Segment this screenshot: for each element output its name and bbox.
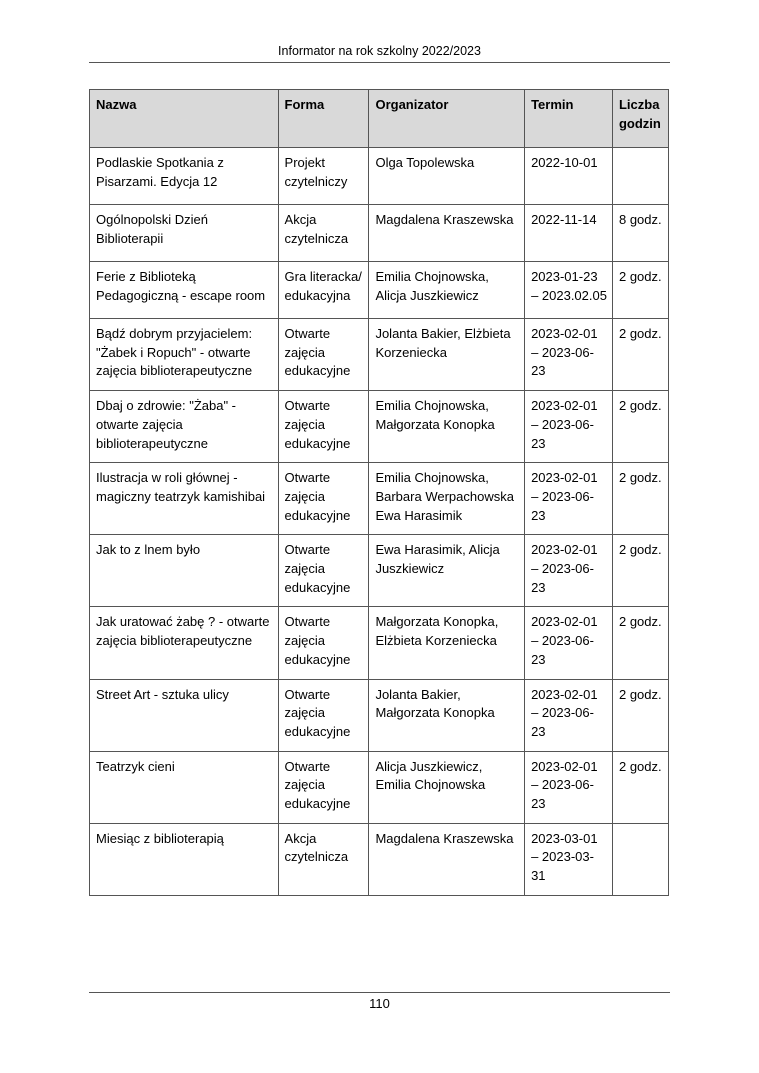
cell-nazwa: Podlaskie Spotkania z Pisarzami. Edycja 12: [90, 148, 279, 205]
table-row: [90, 205, 669, 262]
cell-forma: Otwarte zajęcia edukacyjne: [278, 463, 369, 535]
cell-nazwa: Bądź dobrym przyjacielem: "Żabek i Ropuch" - otwarte zajęcia biblioterapeutyczne: [90, 319, 279, 391]
column-header-organizator: Organizator: [369, 90, 525, 148]
cell-liczba-godzin: 2 godz.: [612, 319, 668, 391]
cell-forma: Akcja czytelnicza: [278, 205, 369, 262]
column-header-liczba-godzin: Liczba godzin: [612, 90, 668, 148]
table-row: [90, 391, 669, 463]
cell-nazwa: Jak uratować żabę ? - otwarte zajęcia biblioterapeutyczne: [90, 607, 279, 679]
cell-organizator: Emilia Chojnowska, Barbara Werpachowska Ewa Harasimik: [369, 463, 525, 535]
cell-forma: Projekt czytelniczy: [278, 148, 369, 205]
cell-nazwa: Ferie z Biblioteką Pedagogiczną - escape room: [90, 262, 279, 319]
cell-termin: 2023-02-01 – 2023-06-23: [525, 535, 613, 607]
cell-nazwa: Street Art - sztuka ulicy: [90, 679, 279, 751]
cell-forma: Otwarte zajęcia edukacyjne: [278, 319, 369, 391]
cell-organizator: Emilia Chojnowska, Alicja Juszkiewicz: [369, 262, 525, 319]
table-row: [90, 262, 669, 319]
cell-termin: 2023-02-01 – 2023-06-23: [525, 751, 613, 823]
cell-forma: Otwarte zajęcia edukacyjne: [278, 751, 369, 823]
cell-forma: Otwarte zajęcia edukacyjne: [278, 679, 369, 751]
table-body: [90, 148, 669, 896]
table-header: [90, 90, 669, 148]
cell-organizator: Magdalena Kraszewska: [369, 205, 525, 262]
cell-liczba-godzin: 2 godz.: [612, 607, 668, 679]
cell-termin: 2023-02-01 – 2023-06-23: [525, 391, 613, 463]
cell-organizator: Magdalena Kraszewska: [369, 823, 525, 895]
cell-nazwa: Ogólnopolski Dzień Biblioterapii: [90, 205, 279, 262]
cell-liczba-godzin: 2 godz.: [612, 535, 668, 607]
cell-nazwa: Ilustracja w roli głównej - magiczny teatrzyk kamishibai: [90, 463, 279, 535]
cell-organizator: Małgorzata Konopka, Elżbieta Korzeniecka: [369, 607, 525, 679]
events-table: [89, 89, 669, 896]
table-row: [90, 535, 669, 607]
cell-liczba-godzin: 2 godz.: [612, 463, 668, 535]
column-header-nazwa: Nazwa: [90, 90, 279, 148]
page-number: 110: [369, 996, 390, 1011]
cell-termin: 2023-02-01 – 2023-06-23: [525, 679, 613, 751]
cell-liczba-godzin: [612, 823, 668, 895]
header-divider: [89, 62, 670, 63]
table-row: [90, 463, 669, 535]
cell-liczba-godzin: [612, 148, 668, 205]
cell-forma: Otwarte zajęcia edukacyjne: [278, 391, 369, 463]
cell-forma: Otwarte zajęcia edukacyjne: [278, 607, 369, 679]
cell-forma: Otwarte zajęcia edukacyjne: [278, 535, 369, 607]
cell-liczba-godzin: 2 godz.: [612, 679, 668, 751]
footer-divider: [89, 992, 670, 993]
cell-termin: 2022-11-14: [525, 205, 613, 262]
table-row: [90, 607, 669, 679]
table-row: [90, 679, 669, 751]
cell-liczba-godzin: 2 godz.: [612, 391, 668, 463]
cell-liczba-godzin: 2 godz.: [612, 262, 668, 319]
cell-forma: Gra literacka/ edukacyjna: [278, 262, 369, 319]
cell-organizator: Jolanta Bakier, Elżbieta Korzeniecka: [369, 319, 525, 391]
header-row: [90, 90, 669, 148]
cell-organizator: Ewa Harasimik, Alicja Juszkiewicz: [369, 535, 525, 607]
cell-termin: 2022-10-01: [525, 148, 613, 205]
cell-liczba-godzin: 2 godz.: [612, 751, 668, 823]
table-row: [90, 751, 669, 823]
cell-organizator: Jolanta Bakier, Małgorzata Konopka: [369, 679, 525, 751]
cell-nazwa: Miesiąc z biblioterapią: [90, 823, 279, 895]
cell-organizator: Alicja Juszkiewicz, Emilia Chojnowska: [369, 751, 525, 823]
cell-forma: Akcja czytelnicza: [278, 823, 369, 895]
column-header-forma: Forma: [278, 90, 369, 148]
cell-organizator: Olga Topolewska: [369, 148, 525, 205]
cell-termin: 2023-02-01 – 2023-06-23: [525, 463, 613, 535]
cell-nazwa: Dbaj o zdrowie: "Żaba" - otwarte zajęcia biblioterapeutyczne: [90, 391, 279, 463]
cell-liczba-godzin: 8 godz.: [612, 205, 668, 262]
cell-nazwa: Teatrzyk cieni: [90, 751, 279, 823]
cell-termin: 2023-03-01 – 2023-03-31: [525, 823, 613, 895]
cell-termin: 2023-02-01 – 2023-06-23: [525, 607, 613, 679]
cell-organizator: Emilia Chojnowska, Małgorzata Konopka: [369, 391, 525, 463]
table-row: [90, 823, 669, 895]
cell-termin: 2023-02-01 – 2023-06-23: [525, 319, 613, 391]
column-header-termin: Termin: [525, 90, 613, 148]
table-row: [90, 319, 669, 391]
cell-termin: 2023-01-23 – 2023.02.05: [525, 262, 613, 319]
cell-nazwa: Jak to z lnem było: [90, 535, 279, 607]
running-header: Informator na rok szkolny 2022/2023: [278, 44, 481, 58]
table-row: [90, 148, 669, 205]
